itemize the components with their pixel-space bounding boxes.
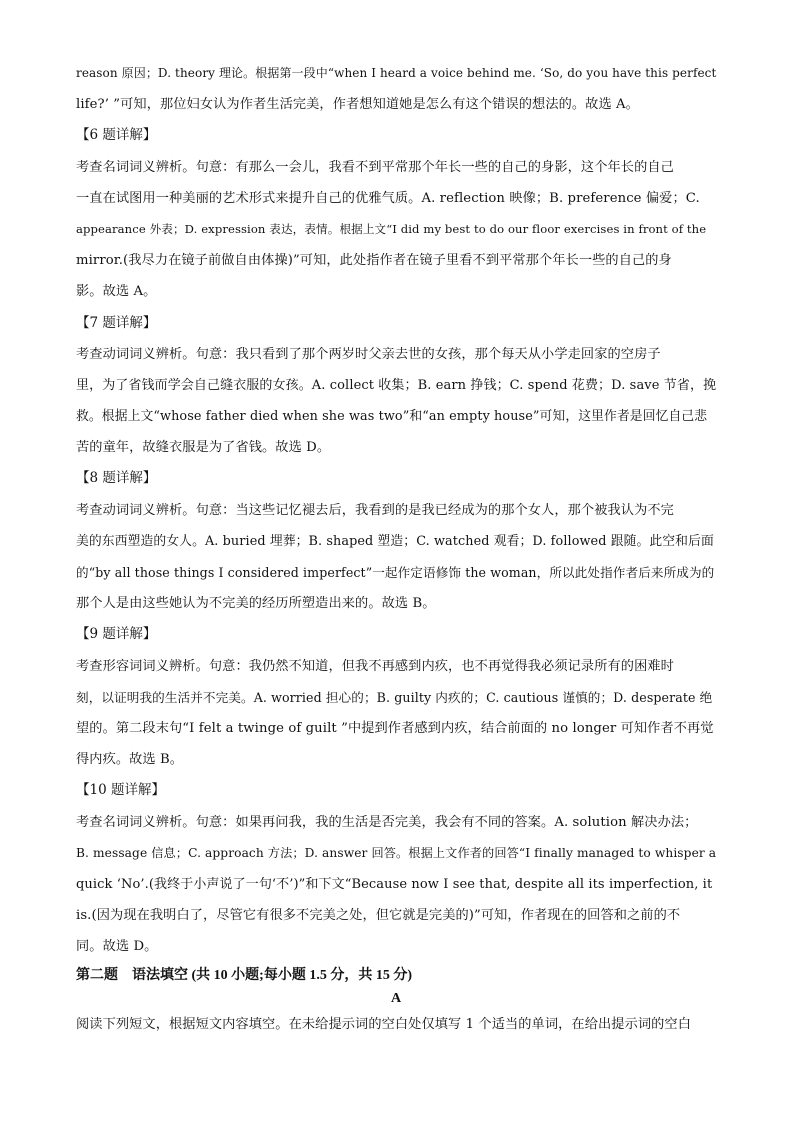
question-9-heading: 【9 题详解】 xyxy=(76,626,157,643)
paragraph-line: 美的东西塑造的女人。A. buried 埋葬；B. shaped 塑造；C. watched 观看；D. followed 跟随。此空和后面 xyxy=(76,533,714,549)
paragraph-line: is.(因为现在我明白了，尽管它有很多不完美之处，但它就是完美的)”可知，作者现在的回答和之前的不 xyxy=(76,908,681,924)
paragraph-line: 那个人是由这些她认为不完美的经历所塑造出来的。故选 B。 xyxy=(76,596,436,612)
paragraph-line: mirror.(我尽力在镜子前做自由体操)”可知，此处指作者在镜子里看不到平常那个年长一些的自己的身 xyxy=(76,253,672,269)
section-title: 第二题 语法填空 (共 10 小题;每小题 1.5 分，共 15 分) xyxy=(76,968,412,984)
paragraph-line: 的“by all those things I considered imperfect”一起作定语修饰 the woman，所以此处指作者后来所成为的 xyxy=(76,565,715,580)
question-7-heading: 【7 题详解】 xyxy=(76,314,157,331)
question-8-heading: 【8 题详解】 xyxy=(76,470,157,487)
instruction-line: 阅读下列短文，根据短文内容填空。在未给提示词的空白处仅填写 1 个适当的单词，在给出提示词的空白 xyxy=(76,1017,692,1033)
paragraph-line: reason 原因；D. theory 理论。根据第一段中“when I heard a voice behind me. ‘So, do you have this perfect xyxy=(76,66,717,80)
document-body xyxy=(76,58,716,1041)
paragraph-line: 影。故选 A。 xyxy=(76,284,157,300)
paragraph-line: B. message 信息；C. approach 方法；D. answer 回答。根据上文作者的回答“I finally managed to whisper a xyxy=(76,845,717,860)
question-10-heading: 【10 题详解】 xyxy=(76,782,165,799)
paragraph-line: 考查名词词义辨析。句意：如果再问我，我的生活是否完美，我会有不同的答案。A. solution 解决办法； xyxy=(76,814,698,830)
paragraph-line: 考查动词词义辨析。句意：当这些记忆褪去后，我看到的是我已经成为的那个女人，那个被我认为不完 xyxy=(76,502,674,518)
paragraph-line: 考查名词词义辨析。句意：有那么一会儿，我看不到平常那个年长一些的自己的身影，这个年长的自己 xyxy=(76,159,674,175)
paragraph-line: appearance 外表；D. expression 表达，表情。根据上文“I did my best to do our floor exercises in front of the xyxy=(76,221,707,236)
paragraph-line: 考查动词词义辨析。句意：我只看到了那个两岁时父亲去世的女孩，那个每天从小学走回家的空房子 xyxy=(76,346,661,362)
paragraph-line: 望的。第二段末句“I felt a twinge of guilt ”中提到作者感到内疚，结合前面的 no longer 可知作者不再觉 xyxy=(76,720,714,736)
paragraph-line: life?’ ”可知，那位妇女认为作者生活完美，作者想知道她是怎么有这个错误的想法的。故选 A。 xyxy=(76,97,639,113)
paragraph-line: 苦的童年，故缝衣服是为了省钱。故选 D。 xyxy=(76,440,331,456)
paragraph-line: 同。故选 D。 xyxy=(76,939,158,955)
paragraph-line: 里，为了省钱而学会自己缝衣服的女孩。A. collect 收集；B. earn 挣钱；C. spend 花费；D. save 节省，挽 xyxy=(76,377,717,393)
paragraph-line: 得内疚。故选 B。 xyxy=(76,752,184,768)
paragraph-line: 救。根据上文“whose father died when she was two”和“an empty house”可知，这里作者是回忆自己悲 xyxy=(76,409,708,425)
question-6-heading: 【6 题详解】 xyxy=(76,127,157,144)
passage-letter: A xyxy=(390,991,402,1007)
paragraph-line: quick ‘No’.(我终于小声说了一句‘不’)”和下文“Because now I see that, despite all its imperfection, it xyxy=(76,876,713,892)
paragraph-line: 考查形容词词义辨析。句意：我仍然不知道，但我不再感到内疚，也不再觉得我必须记录所有的困难时 xyxy=(76,658,674,674)
paragraph-line: 一直在试图用一种美丽的艺术形式来提升自己的优雅气质。A. reflection 映像；B. preference 偏爱；C. xyxy=(76,190,700,206)
paragraph-line: 刻，以证明我的生活并不完美。A. worried 担心的；B. guilty 内疚的；C. cautious 谨慎的；D. desperate 绝 xyxy=(76,689,713,705)
